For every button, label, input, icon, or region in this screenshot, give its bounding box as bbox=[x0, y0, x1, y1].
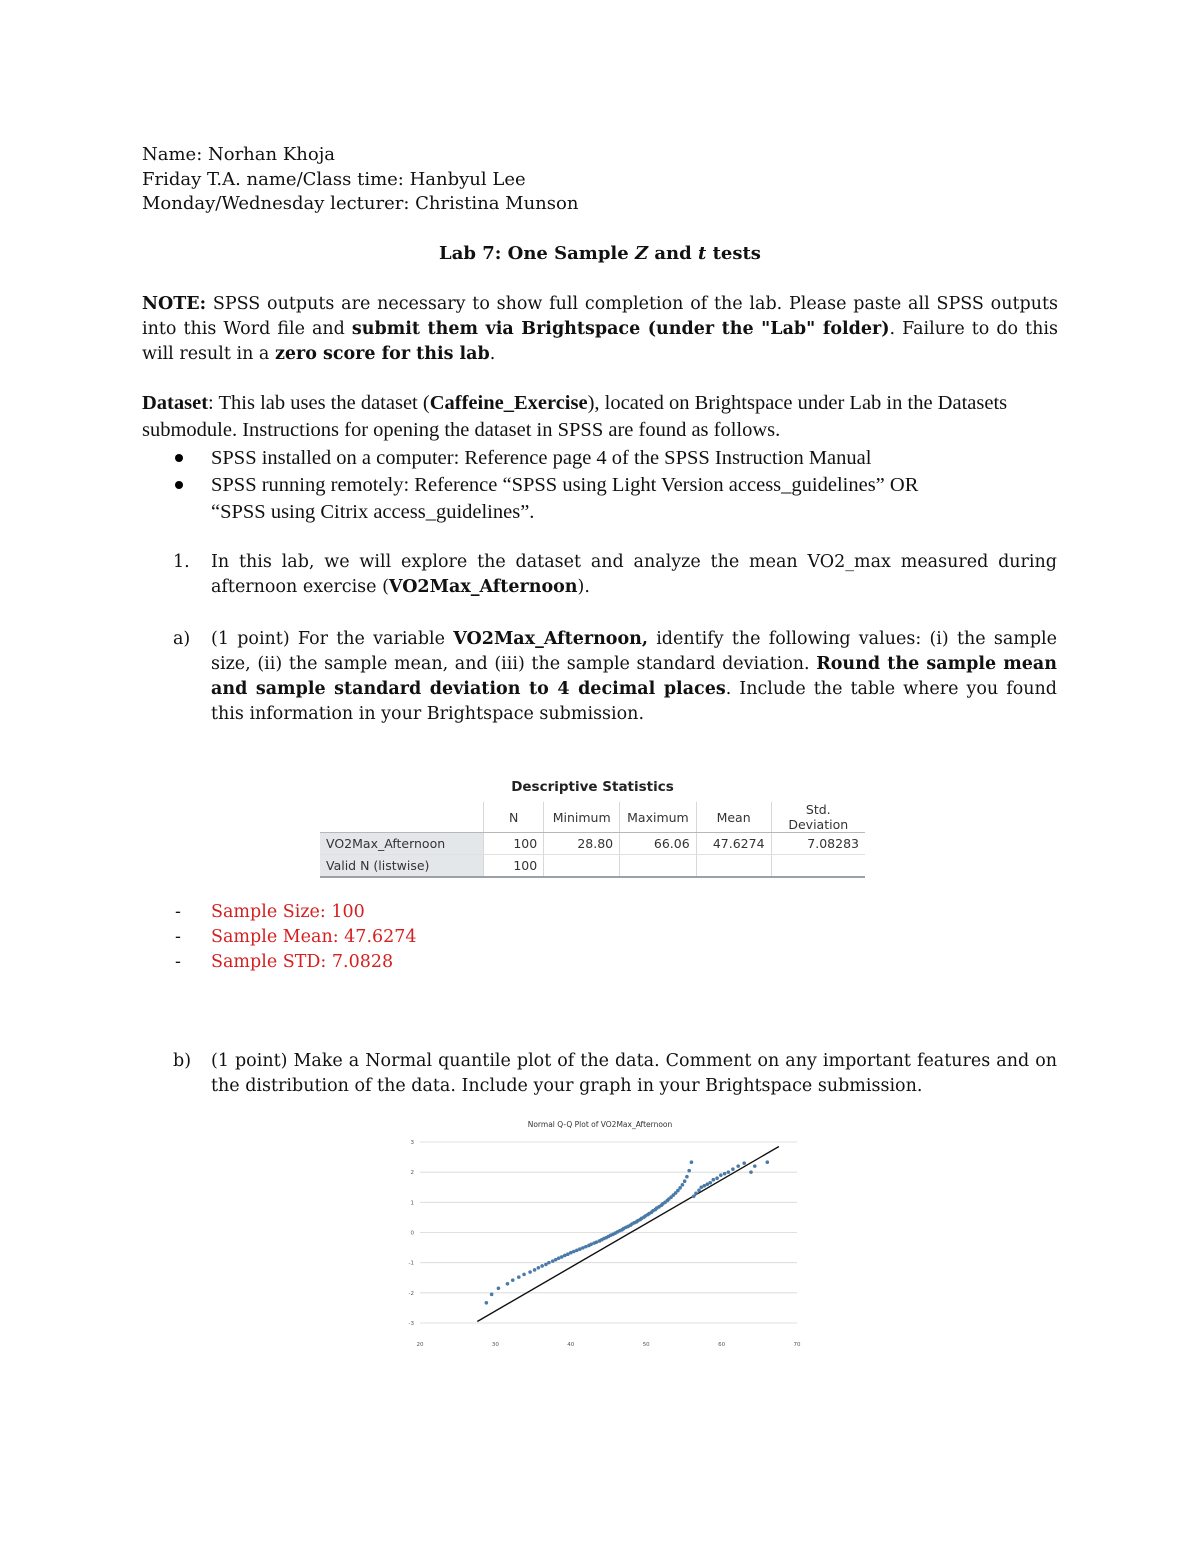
bullet-item: SPSS running remotely: Reference “SPSS using Light Version access_guidelines” OR bbox=[211, 474, 919, 496]
x-tick-label: 70 bbox=[793, 1342, 801, 1348]
table-cell bbox=[696, 855, 771, 878]
qa-text-3: . Include the table where you found this information in your Brightspace submission. bbox=[211, 679, 1057, 724]
x-tick-label: 30 bbox=[491, 1342, 499, 1348]
qa-variable: VO2Max_Afternoon, bbox=[453, 629, 648, 649]
note-label: NOTE: bbox=[142, 294, 207, 314]
data-point bbox=[517, 1275, 521, 1279]
data-point bbox=[749, 1170, 753, 1174]
data-point bbox=[727, 1170, 731, 1174]
answer-sample-std: Sample STD: 7.0828 bbox=[211, 952, 394, 972]
data-point bbox=[692, 1195, 696, 1199]
table-cell: 100 bbox=[484, 833, 544, 855]
title-suffix: tests bbox=[706, 243, 761, 264]
reference-line bbox=[477, 1147, 779, 1322]
header-cell: Minimum bbox=[544, 802, 620, 833]
data-point bbox=[547, 1261, 551, 1265]
table-row bbox=[320, 833, 865, 855]
data-point bbox=[528, 1270, 532, 1274]
y-tick-labels bbox=[409, 1140, 415, 1327]
qa-bold-instruction: Round the sample mean and sample standard deviation to 4 decimal places bbox=[211, 654, 1057, 699]
answer-dash: - bbox=[175, 902, 181, 922]
student-name: Name: Norhan Khoja bbox=[142, 144, 336, 165]
answer-sample-mean: Sample Mean: 47.6274 bbox=[211, 927, 417, 947]
header-cell: Maximum bbox=[620, 802, 697, 833]
y-tick-label: 1 bbox=[410, 1200, 414, 1207]
question-a-text bbox=[211, 627, 1057, 727]
table-cell: 66.06 bbox=[620, 833, 697, 855]
dataset-text-2: ), located on Brightspace under Lab in the Datasets submodule. Instructions for opening the dataset in SPSS are found as follows. bbox=[142, 392, 1008, 441]
qq-plot bbox=[395, 1115, 805, 1351]
table-cell bbox=[544, 855, 620, 878]
data-point bbox=[719, 1173, 723, 1177]
data-point bbox=[708, 1181, 712, 1185]
data-point bbox=[537, 1266, 541, 1270]
reference-line-segment bbox=[477, 1147, 779, 1322]
table-row bbox=[320, 855, 865, 878]
chart-title: Normal Q-Q Plot of VO2Max_Afternoon bbox=[527, 1120, 673, 1129]
data-point bbox=[678, 1186, 682, 1190]
data-point bbox=[690, 1160, 694, 1164]
data-point bbox=[687, 1169, 691, 1173]
x-tick-label: 60 bbox=[718, 1342, 726, 1348]
dataset-name: Caffeine_Exercise bbox=[429, 392, 588, 414]
y-tick-label: 0 bbox=[410, 1230, 414, 1237]
header-cell: Std. Deviation bbox=[771, 802, 865, 833]
note-paragraph bbox=[142, 292, 1058, 367]
x-tick-label: 40 bbox=[567, 1342, 575, 1348]
header-cell bbox=[320, 802, 484, 833]
table-cell: 7.08283 bbox=[771, 833, 865, 855]
data-point bbox=[511, 1278, 515, 1282]
note-text-1: SPSS outputs are necessary to show full completion of the lab. Please paste all SPSS outputs into this Word file and bbox=[142, 294, 1058, 339]
question-a-label: a) bbox=[173, 629, 191, 649]
answer-dash: - bbox=[175, 927, 181, 947]
y-tick-label: -2 bbox=[408, 1290, 414, 1297]
dataset-text-1: : This lab uses the dataset ( bbox=[208, 392, 430, 414]
header-cell: Mean bbox=[696, 802, 771, 833]
answer-sample-size: Sample Size: 100 bbox=[211, 902, 365, 922]
note-bold-1: submit them via Brightspace (under the "Lab" folder) bbox=[351, 319, 890, 339]
data-point bbox=[522, 1273, 526, 1277]
lecturer-name: Monday/Wednesday lecturer: Christina Munson bbox=[142, 193, 579, 214]
table-cell bbox=[771, 855, 865, 878]
qa-text-2: identify the following values: (i) the sample size, (ii) the sample mean, and (iii) the sample standard deviation. bbox=[211, 629, 1058, 674]
question-b-text: (1 point) Make a Normal quantile plot of the data. Comment on any important features and on the distribution of the data. Include your graph in your Brightspace submission. bbox=[211, 1051, 1057, 1096]
qa-text-1: (1 point) For the variable bbox=[211, 629, 454, 649]
data-point bbox=[685, 1175, 689, 1179]
data-point bbox=[715, 1176, 719, 1180]
y-tick-label: -1 bbox=[408, 1260, 414, 1267]
data-point bbox=[694, 1191, 698, 1195]
stats-table bbox=[320, 802, 865, 878]
page-title bbox=[0, 243, 1200, 264]
data-point bbox=[731, 1167, 735, 1171]
y-tick-label: 2 bbox=[410, 1170, 414, 1177]
data-point bbox=[544, 1263, 548, 1267]
x-tick-labels bbox=[417, 1342, 801, 1348]
dataset-paragraph bbox=[142, 390, 1062, 444]
data-point bbox=[765, 1160, 769, 1164]
data-point bbox=[753, 1164, 757, 1168]
ta-name: Friday T.A. name/Class time: Hanbyul Lee bbox=[142, 169, 526, 190]
data-point bbox=[712, 1178, 716, 1182]
question-1-number: 1. bbox=[173, 552, 190, 572]
q1-variable: VO2Max_Afternoon bbox=[388, 577, 578, 597]
table-header-row bbox=[320, 802, 865, 833]
title-prefix: Lab 7: One Sample bbox=[439, 243, 635, 264]
data-point bbox=[506, 1282, 510, 1286]
title-mid: and bbox=[648, 243, 698, 264]
row-label: Valid N (listwise) bbox=[320, 855, 484, 878]
answer-dash: - bbox=[175, 952, 181, 972]
qq-plot-svg bbox=[395, 1115, 805, 1351]
table-cell: 47.6274 bbox=[696, 833, 771, 855]
table-title: Descriptive Statistics bbox=[511, 779, 674, 795]
data-point bbox=[497, 1287, 501, 1291]
header-cell: N bbox=[484, 802, 544, 833]
data-point bbox=[533, 1268, 537, 1272]
bullet-dot-icon bbox=[175, 481, 183, 489]
table-cell: 28.80 bbox=[544, 833, 620, 855]
question-b-label: b) bbox=[173, 1051, 192, 1071]
y-tick-label: -3 bbox=[408, 1321, 414, 1327]
note-text-2: . Failure to do this will result in a bbox=[142, 319, 1058, 364]
data-point bbox=[697, 1188, 701, 1192]
data-point bbox=[485, 1301, 489, 1305]
row-label: VO2Max_Afternoon bbox=[320, 833, 484, 855]
dataset-label: Dataset bbox=[142, 392, 209, 414]
q1-text-2: ). bbox=[577, 577, 590, 597]
data-point bbox=[540, 1264, 544, 1268]
title-t: t bbox=[698, 243, 707, 264]
y-tick-label: 3 bbox=[410, 1140, 414, 1146]
bullet-item: SPSS installed on a computer: Reference page 4 of the SPSS Instruction Manual bbox=[211, 447, 872, 469]
note-bold-2: zero score for this lab bbox=[274, 344, 490, 364]
x-tick-label: 50 bbox=[642, 1342, 650, 1348]
data-point bbox=[742, 1161, 746, 1165]
data-point bbox=[723, 1172, 727, 1176]
table-cell bbox=[620, 855, 697, 878]
bullet-dot-icon bbox=[175, 454, 183, 462]
table-cell: 100 bbox=[484, 855, 544, 878]
question-1-text bbox=[211, 550, 1057, 600]
data-point bbox=[681, 1183, 685, 1187]
bullet-item-continuation: “SPSS using Citrix access_guidelines”. bbox=[211, 501, 535, 523]
data-point bbox=[683, 1179, 687, 1183]
note-text-3: . bbox=[489, 344, 496, 364]
x-tick-label: 20 bbox=[416, 1342, 424, 1348]
q1-text-1: In this lab, we will explore the dataset and analyze the mean VO2_max measured during afternoon exercise ( bbox=[211, 552, 1057, 597]
data-point bbox=[490, 1293, 494, 1297]
data-point bbox=[736, 1164, 740, 1168]
title-z: Z bbox=[634, 243, 649, 264]
